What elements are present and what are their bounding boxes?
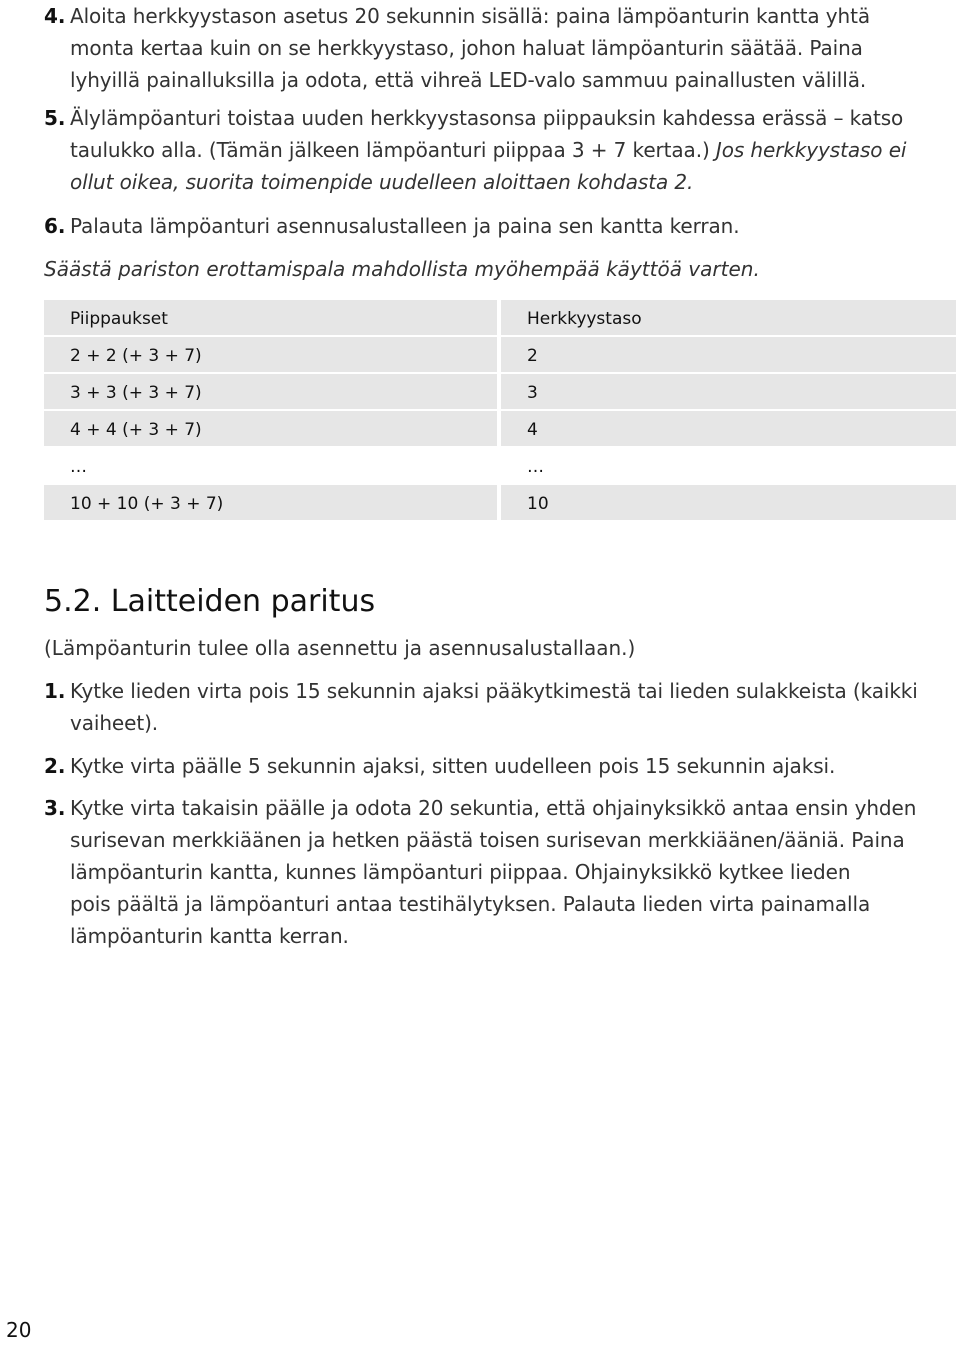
step-line: vaiheet). [70,711,159,735]
table-cell: 4 [501,411,956,446]
table-cell: … [501,448,956,483]
table-cell: 2 [501,337,956,372]
step-line: surisevan merkkiäänen ja hetken päästä toisen surisevan merkkiäänen/ääniä. Paina [70,828,905,852]
table-row [44,411,956,446]
step-number: 4. [44,4,66,28]
pairing-step-1 [44,675,944,739]
step-text [70,750,944,782]
step-line-italic: ollut oikea, suorita toimenpide uudelleen aloittaen kohdasta 2. [70,170,694,194]
step-6 [44,210,944,242]
step-line: lämpöanturin kantta, kunnes lämpöanturi piippaa. Ohjainyksikkö kytkee lieden [70,860,851,884]
table-cell: 2 + 2 (+ 3 + 7) [44,337,497,372]
save-note: Säästä pariston erottamispala mahdollista myöhempää käyttöä varten. [44,257,760,281]
step-line-plain: taulukko alla. (Tämän jälkeen lämpöanturi piippaa 3 + 7 kertaa.) [70,138,710,162]
beep-sensitivity-table [44,300,956,522]
step-5 [44,102,944,198]
table-row [44,337,956,372]
step-line: Kytke lieden virta pois 15 sekunnin ajaksi pääkytkimestä tai lieden sulakkeista (kaikki [70,679,918,703]
step-text [70,675,944,739]
step-line: Palauta lämpöanturi asennusalustalleen ja paina sen kantta kerran. [70,214,740,238]
table-cell: … [44,448,497,483]
step-number: 3. [44,796,66,820]
pairing-step-2 [44,750,944,782]
table-row [44,374,956,409]
step-number: 6. [44,214,66,238]
table-cell: 3 + 3 (+ 3 + 7) [44,374,497,409]
table-cell: 4 + 4 (+ 3 + 7) [44,411,497,446]
step-line: Älylämpöanturi toistaa uuden herkkyystasonsa piippauksin kahdessa erässä – katso [70,106,904,130]
step-number: 5. [44,106,66,130]
step-text [70,0,944,96]
step-line: Kytke virta takaisin päälle ja odota 20 sekuntia, että ohjainyksikkö antaa ensin yhden [70,796,917,820]
step-line-italic: Jos herkkyystaso ei [709,138,907,162]
step-line: Kytke virta päälle 5 sekunnin ajaksi, sitten uudelleen pois 15 sekunnin ajaksi. [70,754,836,778]
step-text [70,792,944,952]
step-line: pois päältä ja lämpöanturi antaa testihälytyksen. Palauta lieden virta painamalla [70,892,871,916]
step-4 [44,0,944,96]
table-cell: 10 [501,485,956,520]
step-line: lämpöanturin kantta kerran. [70,924,349,948]
step-text [70,210,944,242]
table-row [44,448,956,483]
step-number: 2. [44,754,66,778]
page-number: 20 [6,1318,32,1342]
step-line: monta kertaa kuin on se herkkyystaso, johon haluat lämpöanturin säätää. Paina [70,36,863,60]
step-number: 1. [44,679,66,703]
section-heading: 5.2. Laitteiden paritus [44,584,376,619]
table-header-cell: Piippaukset [44,300,497,335]
step-line: lyhyillä painalluksilla ja odota, että vihreä LED-valo sammuu painallusten välillä. [70,68,867,92]
step-text [70,102,944,198]
table-cell: 3 [501,374,956,409]
step-line: Aloita herkkyystason asetus 20 sekunnin sisällä: paina lämpöanturin kantta yhtä [70,4,870,28]
pairing-step-3 [44,792,944,952]
step-line [70,134,944,166]
table-header-row [44,300,956,335]
table-row [44,485,956,520]
section-intro: (Lämpöanturin tulee olla asennettu ja asennusalustallaan.) [44,636,636,660]
table-header-cell: Herkkyystaso [501,300,956,335]
table-cell: 10 + 10 (+ 3 + 7) [44,485,497,520]
